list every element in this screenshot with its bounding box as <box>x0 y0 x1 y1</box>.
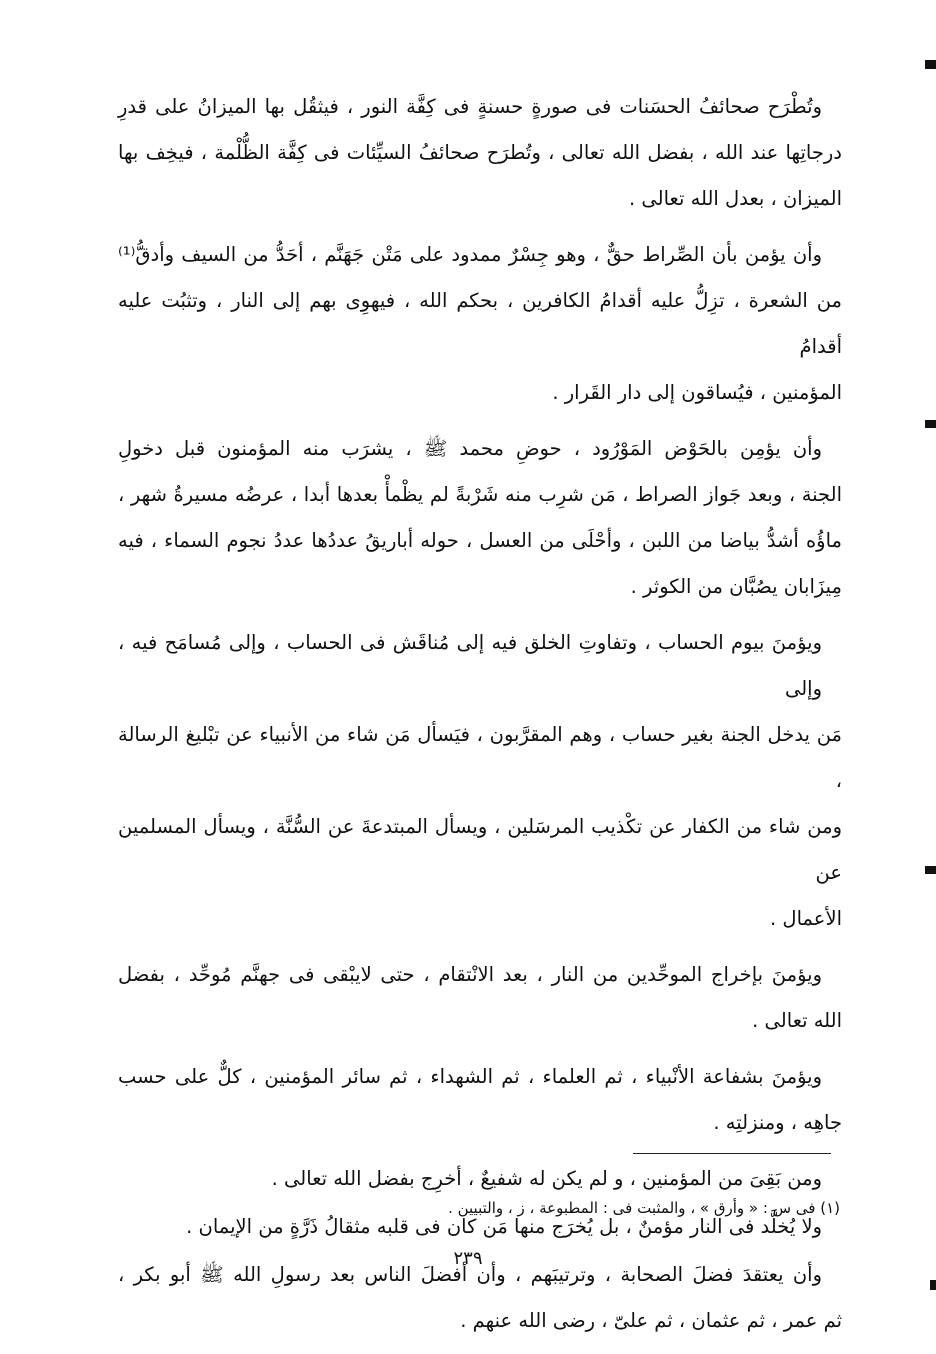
text-line: وأن يؤمِن بالحَوْض المَوْرُود ، حوضِ محمد ﷺ ، يشرَب منه المؤمنون قبل دخولِ <box>118 437 822 460</box>
text-line: مِيزَابان يصُبَّان من الكوثر . <box>630 575 842 598</box>
page-number: ٢٣٩ <box>453 1248 483 1269</box>
text-line: الأعمال . <box>770 907 842 930</box>
text-line: ومن بَقِىَ من المؤمنين ، و لم يكن له شفيعٌ ، أخرِج بفضل الله تعالى . <box>271 1167 822 1190</box>
paragraph-ikhraj <box>118 952 842 1044</box>
footnote: (١) فى س : « وأرق » ، والمثبت فى : المطبوعة ، ز ، والتبيين . <box>448 1199 840 1217</box>
scan-edge-mark <box>925 60 936 69</box>
text-line: ومن شاء من الكفار عن تكْذيب المرسَلين ، ويسأل المبتدعةَ عن السُّنَّة ، ويسأل المسلمين عن <box>118 815 842 884</box>
scan-edge-mark <box>930 1280 936 1290</box>
text-line: مَن يدخل الجنة بغير حساب ، وهم المقرَّبون ، فيَسأل مَن شاء من الأنبياء عن تبْليغ الرسالة ، <box>118 723 842 792</box>
text-line: ويؤمنَ بيوم الحساب ، وتفاوتِ الخلق فيه إلى مُناقَش فى الحساب ، وإلى مُسامَح فيه ، وإلى <box>118 631 822 700</box>
text-line: من الشعرة ، تزِلُّ عليه أقدامُ الكافرين ، بحكم الله ، فيهوِى بهم إلى النار ، وتثبُت عليه أقدامُ <box>118 289 842 358</box>
text-line: ثم عمر ، ثم عثمان ، ثم علىّ ، رضى الله عنهم . <box>460 1309 842 1332</box>
text-line: وأن يؤمن بأن الصِّراط حقٌّ ، وهو جِسْرٌ ممدود على مَتْن جَهَنَّم ، أحَدُّ من السيف وأدقُّ⁽¹⁾ <box>118 243 822 266</box>
paragraph-hawd <box>118 426 842 610</box>
text-line: ولا يُخلَّد فى النار مؤمنٌ ، بل يُخرَج منها مَن كان فى قلبه مثقالُ ذَرَّةٍ من الإيمان . <box>186 1215 822 1238</box>
main-text <box>118 84 842 1354</box>
paragraph-sirat <box>118 232 842 416</box>
text-line: الميزان ، بعدل الله تعالى . <box>629 187 842 210</box>
text-line: وأن يعتقدَ فضلَ الصحابة ، وترتيبَهم ، وأن أفضلَ الناس بعد رسولِ الله ﷺ أبو بكر ، <box>118 1263 822 1286</box>
footnote-separator <box>633 1153 831 1154</box>
text-line: درجاتِها عند الله ، بفضل الله تعالى ، وتُطرَح صحائفُ السيِّئات فى كِفَّة الظُّلْمة ، فيخِف بها <box>118 141 842 164</box>
text-line: المؤمنين ، فيُساقون إلى دار القَرار . <box>552 381 842 404</box>
text-line: الجنة ، وبعد جَواز الصراط ، مَن شرِب منه شَرْبةً لم يظْمأْ بعدها أبدا ، عرضُه مسيرةُ شهر ، <box>118 483 842 506</box>
scan-edge-mark <box>925 420 936 428</box>
paragraph-hisab <box>118 620 842 942</box>
paragraph-scales <box>118 84 842 222</box>
text-line: ويؤمنَ بإخراج الموحِّدين من النار ، بعد الانْتقام ، حتى لايبْقى فى جهنَّم مُوحِّد ، بفضل <box>118 963 822 986</box>
text-line: الله تعالى . <box>752 1009 842 1032</box>
text-line: وتُطْرَح صحائفُ الحسَنات فى صورةٍ حسنةٍ فى كِفَّة النور ، فيثقُل بها الميزانُ على قدرِ <box>118 95 822 118</box>
scan-edge-mark <box>925 866 936 874</box>
text-line: ويؤمنَ بشفاعة الأنْبياء ، ثم العلماء ، ثم الشهداء ، ثم سائر المؤمنين ، كلٌّ على حسب <box>118 1065 822 1088</box>
text-line: جاهِه ، ومنزلتِه . <box>713 1111 842 1134</box>
paragraph-shafaa <box>118 1054 842 1146</box>
text-line: ماؤُه أشدُّ بياضا من اللبن ، وأحْلَى من العسل ، حوله أباريقُ عددُها عددُ نجوم السماء ، فيه <box>118 529 842 552</box>
